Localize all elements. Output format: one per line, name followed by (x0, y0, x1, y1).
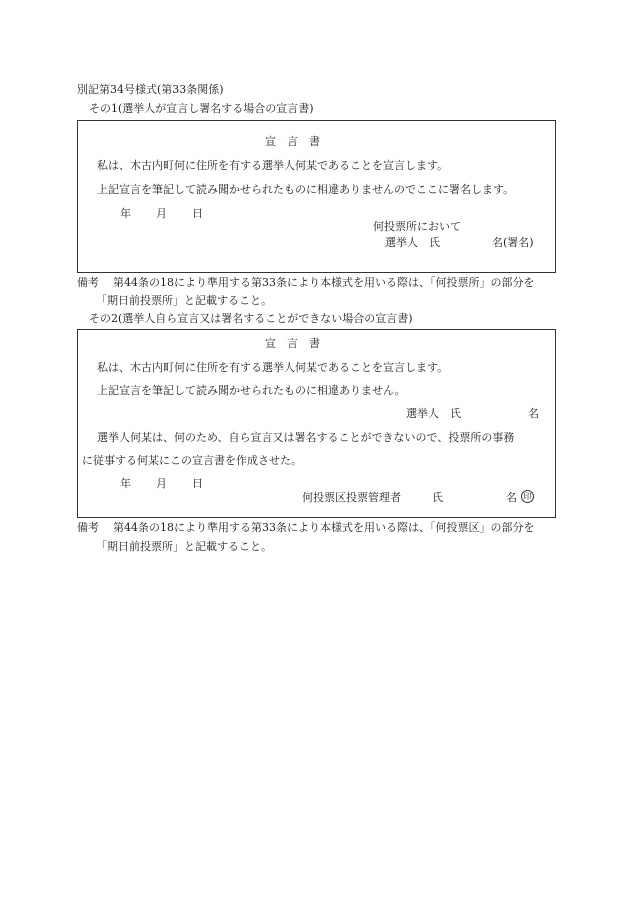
note1-line1: 第44条の18により準用する第33条により本様式を用いる際は、「何投票所」の部分を (113, 276, 535, 289)
form1-declaration-line: 私は、木古内町何に住所を有する選挙人何某であることを宣言します。 (97, 159, 449, 172)
form2-declaration-line: 私は、木古内町何に住所を有する選挙人何某であることを宣言します。 (97, 361, 449, 374)
form1-confirmation-line: 上記宣言を筆記して読み聞かせられたものに相違ありませんのでここに署名します。 (97, 183, 515, 196)
note1-label: 備考 (77, 276, 99, 289)
form1-date-day: 日 (192, 207, 203, 220)
form1-place: 何投票所において (373, 220, 461, 233)
form2-date-year: 年 (120, 477, 131, 490)
form1-date-month: 月 (156, 207, 167, 220)
form2-date-month: 月 (156, 477, 167, 490)
form1-signature-label: 名(署名) (492, 236, 534, 249)
form2-manager-name-label: 名 (506, 491, 517, 504)
form1-voter-label: 選挙人 氏 (385, 236, 440, 249)
form1-date-year: 年 (120, 207, 131, 220)
form2-voter-label: 選挙人 氏 (406, 407, 461, 420)
form2-voter-name-label: 名 (528, 407, 539, 420)
form2-heading: 宣 言 書 (265, 337, 320, 350)
form2-reason-line-cont: に従事する何某にこの宣言書を作成させた。 (82, 454, 302, 467)
form2-manager-shi: 氏 (432, 491, 443, 504)
seal-icon: 印 (521, 490, 534, 503)
form2-reason-line: 選挙人何某は、何のため、自ら宣言又は署名することができないので、投票所の事務 (97, 431, 515, 444)
note2-label: 備考 (77, 521, 99, 534)
form2-confirmation-line: 上記宣言を筆記して読み聞かせられたものに相違ありません。 (97, 384, 406, 397)
note2-line2: 「期日前投票所」と記載すること。 (96, 540, 272, 553)
form-title: 別記第34号様式(第33条関係) (77, 83, 224, 96)
note2-line1: 第44条の18により準用する第33条により本様式を用いる際は、「何投票区」の部分を (113, 521, 535, 534)
form1-heading: 宣 言 書 (265, 135, 320, 148)
section2-title: その2(選挙人自ら宣言又は署名することができない場合の宣言書) (89, 312, 413, 325)
declaration-form-2 (77, 329, 556, 518)
form2-manager-label: 何投票区投票管理者 (302, 491, 401, 504)
section1-title: その1(選挙人が宣言し署名する場合の宣言書) (89, 102, 314, 115)
note1-line2: 「期日前投票所」と記載すること。 (96, 294, 272, 307)
form2-date-day: 日 (192, 477, 203, 490)
